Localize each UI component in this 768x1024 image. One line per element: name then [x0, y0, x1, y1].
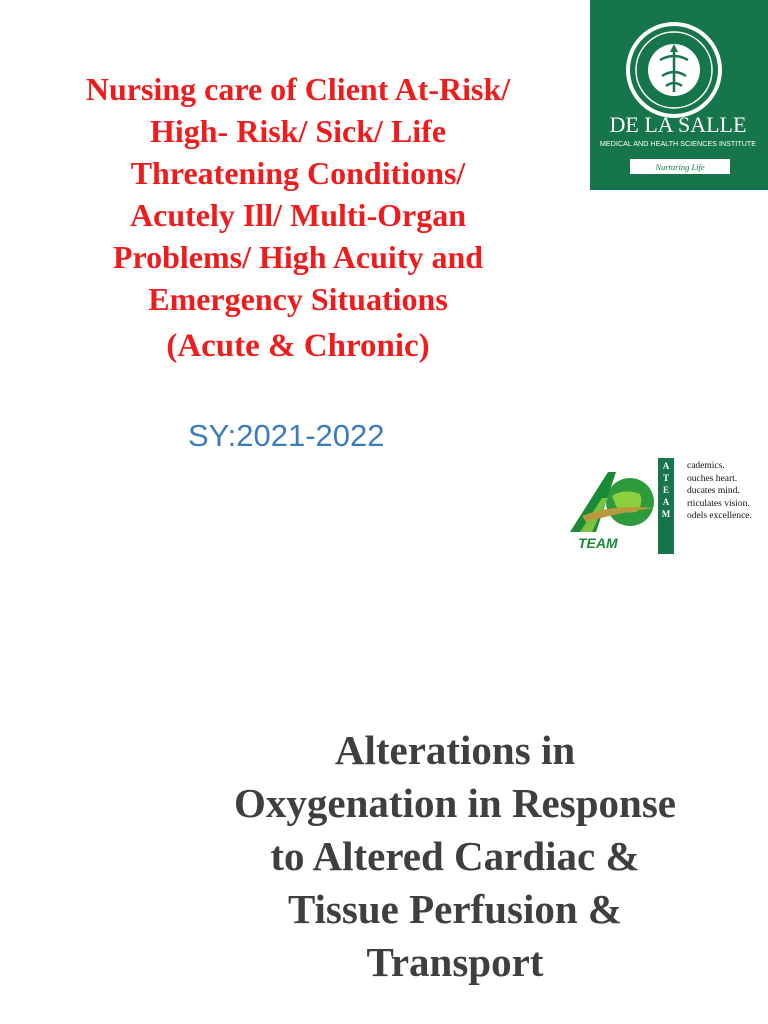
institution-tagline: Nurturing Life [655, 162, 705, 172]
ateam-letter-bar [658, 458, 674, 554]
seal-icon [590, 0, 768, 190]
ateam-letter: A [662, 497, 670, 507]
topic-line: Alterations in [334, 727, 576, 773]
institution-name: DE LA SALLE [609, 112, 747, 137]
ateam-letter: A [662, 461, 670, 471]
ateam-logo [562, 458, 768, 556]
institution-logo [590, 0, 768, 190]
ateam-globe-icon [562, 458, 658, 554]
school-year: SY:2021-2022 [188, 418, 385, 453]
course-title-line: High- Risk/ Sick/ Life [149, 113, 447, 149]
ateam-line: rticulates vision. [687, 498, 750, 509]
ateam-line: cademics. [687, 461, 725, 471]
course-title-line: Emergency Situations [148, 281, 448, 317]
ateam-line: ducates mind. [687, 486, 740, 497]
topic-title [180, 724, 730, 989]
topic-line: Oxygenation in Response [234, 780, 676, 826]
topic-line: Tissue Perfusion & [287, 886, 623, 932]
institution-subname: MEDICAL AND HEALTH SCIENCES INSTITUTE [599, 139, 757, 148]
ateam-line: ouches heart. [687, 473, 738, 484]
ateam-acrostic [687, 460, 752, 523]
ateam-letter: M [661, 509, 671, 519]
topic-line: to Altered Cardiac & [270, 833, 640, 879]
ateam-wordmark: TEAM [578, 535, 618, 551]
topic-line: Transport [366, 939, 544, 985]
course-subtitle: (Acute & Chronic) [166, 328, 430, 364]
ateam-line: odels excellence. [687, 511, 752, 522]
ateam-letter: T [662, 473, 669, 483]
course-title-line: Threatening Conditions/ [130, 155, 466, 191]
course-title-line: Acutely Ill/ Multi-Organ [130, 197, 466, 233]
course-title [28, 68, 568, 320]
course-title-line: Nursing care of Client At-Risk/ [85, 71, 511, 107]
ateam-letter: E [662, 485, 669, 495]
course-title-line: Problems/ High Acuity and [112, 239, 484, 275]
